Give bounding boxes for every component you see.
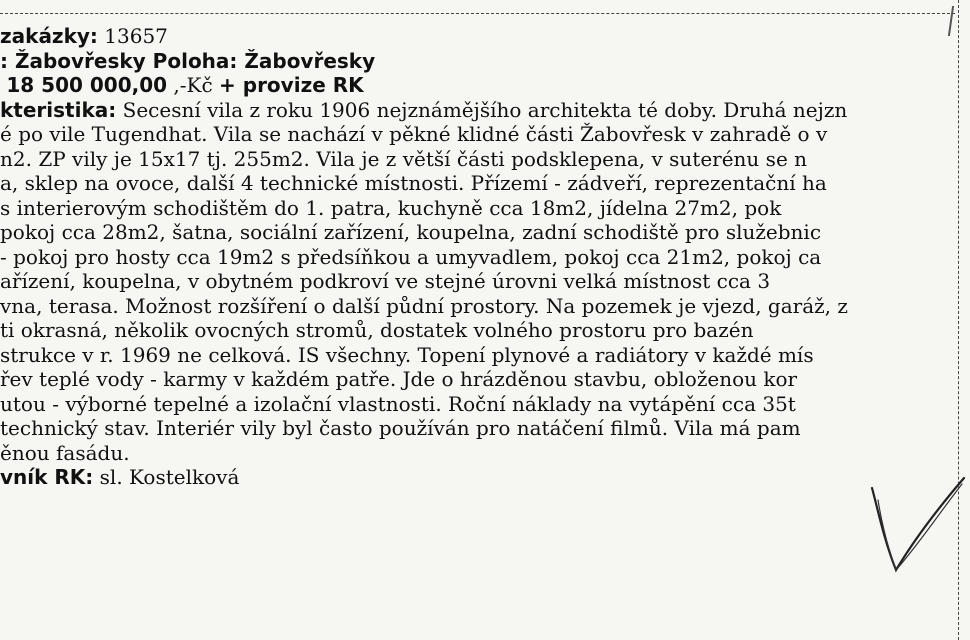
contact-label: vník RK:	[0, 465, 94, 489]
description-line: - pokoj pro hosty cca 19m2 s předsíňkou a umyvadlem, pokoj cca 21m2, pokoj ca	[0, 244, 822, 269]
location-row	[0, 49, 970, 74]
order-label: zakázky:	[0, 24, 98, 48]
description-line-0	[0, 98, 970, 123]
order-number: 13657	[104, 24, 168, 48]
description-line: technický stav. Interiér vily byl často používán pro natáčení filmů. Vila má pam	[0, 416, 801, 440]
price-value: 18 500 000,00	[6, 73, 168, 97]
description-line: ěnou fasádu.	[0, 440, 130, 465]
description-line: utou - výborné tepelné a izolační vlastnosti. Roční náklady na vytápění cca 35t	[0, 391, 796, 416]
description-line: vna, terasa. Možnost rozšíření o další půdní prostory. Na pozemek je vjezd, garáž, z	[0, 293, 848, 318]
order-row	[0, 24, 970, 49]
description-line: pokoj cca 28m2, šatna, sociální zařízení, koupelna, zadní schodiště pro služebnic	[0, 220, 822, 244]
price-suffix: ,-Kč	[173, 73, 213, 97]
description-line: strukce v r. 1969 ne celková. IS všechny. Topení plynové a radiátory v každé mís	[0, 342, 814, 367]
description-line: ti okrasná, několik ovocných stromů, dostatek volného prostoru pro bazén	[0, 318, 754, 342]
description-text: Secesní vila z roku 1906 nejznámějšího architekta té doby. Druhá nejzn	[122, 97, 848, 122]
description-label: kteristika:	[0, 97, 117, 122]
commission-text: + provize RK	[219, 73, 364, 97]
description-line: é po vile Tugendhat. Vila se nachází v pěkné klidné části Žabovřesk v zahradě o v	[0, 122, 828, 146]
location-text: : Žabovřesky Poloha: Žabovřesky	[0, 48, 376, 73]
description-line: s interierovým schodištěm do 1. patra, kuchyně cca 18m2, jídelna 27m2, pok	[0, 195, 782, 220]
dashed-top-border	[0, 13, 955, 14]
description-line: a, sklep na ovoce, další 4 technické místnosti. Přízemí - zádveří, reprezentační ha	[0, 171, 827, 195]
handwritten-checkmark	[868, 470, 968, 590]
description-line: ařízení, koupelna, v obytném podkroví ve stejné úrovni velká místnost cca 3	[0, 269, 771, 293]
contact-name: sl. Kostelková	[99, 465, 240, 489]
listing-document	[0, 24, 970, 490]
description-line: n2. ZP vily je 15x17 tj. 255m2. Vila je z větší části podsklepena, v suterénu se n	[0, 146, 808, 171]
description-line: řev teplé vody - karmy v každém patře. Jde o hrázděnou stavbu, obloženou kor	[0, 367, 798, 391]
price-row	[0, 73, 970, 98]
contact-row	[0, 465, 970, 490]
